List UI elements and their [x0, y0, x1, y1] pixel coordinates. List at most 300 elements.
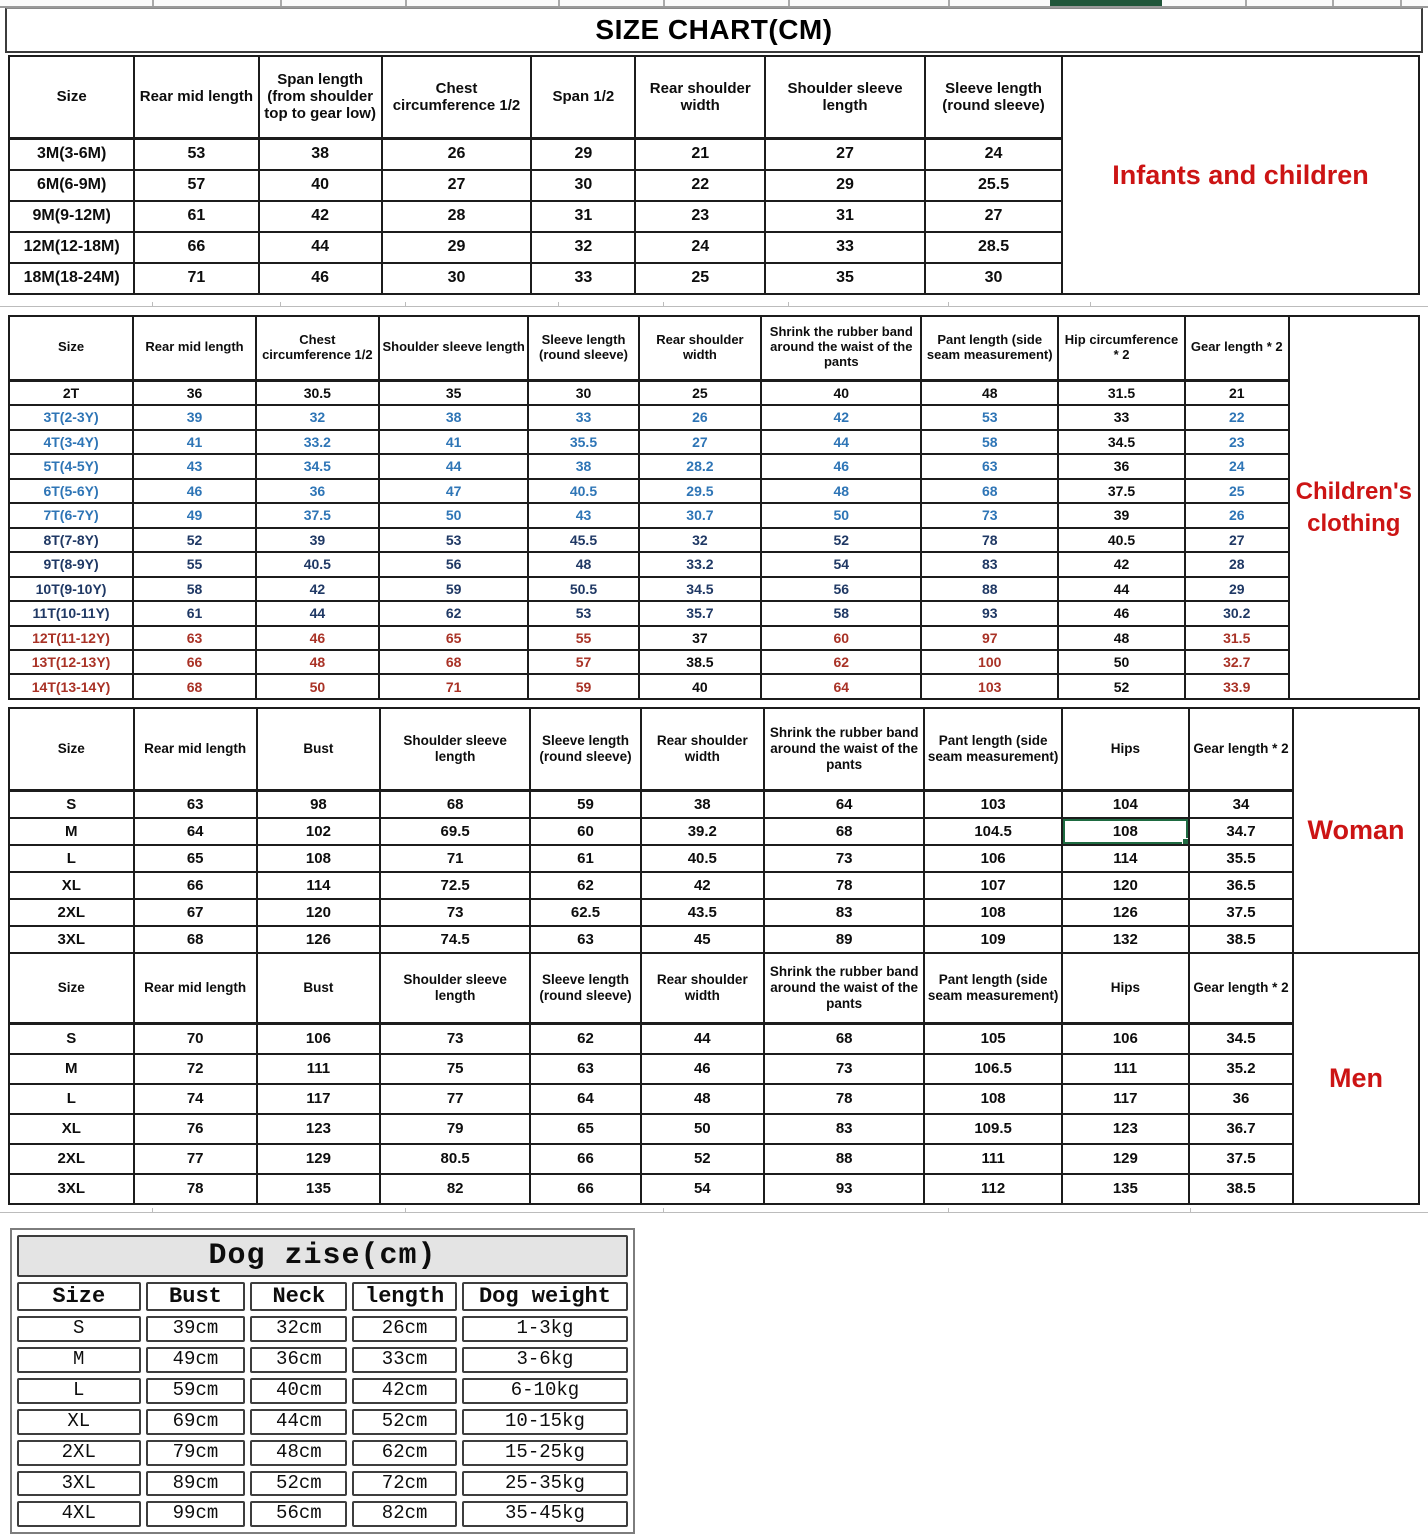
men-label: Men: [1294, 952, 1420, 1205]
col-header: Shoulder sleeve length: [765, 56, 925, 138]
value-cell: 33.2: [639, 552, 762, 576]
value-cell: 36: [133, 380, 256, 405]
value-cell: 117: [257, 1084, 380, 1114]
col-header: Span length (from shoulder top to gear low): [259, 56, 382, 138]
size-cell: 12T(11-12Y): [9, 626, 133, 650]
value-cell: 65: [530, 1114, 640, 1144]
value-cell: 103: [924, 790, 1061, 818]
value-cell: 32cm: [250, 1316, 347, 1342]
value-cell: 98: [257, 790, 380, 818]
value-cell: 52cm: [352, 1409, 457, 1435]
value-cell: 77: [380, 1084, 530, 1114]
value-cell: 34.7: [1189, 818, 1293, 845]
value-cell: 74: [134, 1084, 257, 1114]
value-cell: 40: [761, 380, 921, 405]
woman-table: [8, 707, 1294, 954]
value-cell: 93: [764, 1174, 925, 1204]
value-cell: 29: [382, 232, 532, 263]
children-label: Children's clothing: [1290, 315, 1420, 700]
value-cell: 22: [635, 170, 765, 201]
col-header: Bust: [146, 1282, 246, 1311]
col-header: Size: [9, 316, 133, 380]
table-row: [17, 1440, 628, 1466]
col-header: Chest circumference 1/2: [256, 316, 379, 380]
value-cell: 25: [1185, 479, 1289, 503]
value-cell: 59cm: [146, 1378, 246, 1404]
value-cell: 33: [528, 405, 638, 429]
value-cell: 53: [134, 138, 258, 170]
value-cell: 43: [133, 454, 256, 478]
value-cell: 68: [921, 479, 1058, 503]
table-row: [9, 626, 1289, 650]
value-cell: 27: [765, 138, 925, 170]
value-cell: 126: [1062, 899, 1189, 926]
value-cell: 117: [1062, 1084, 1189, 1114]
value-cell: 70: [134, 1023, 257, 1054]
value-cell: 100: [921, 650, 1058, 674]
size-cell: 6T(5-6Y): [9, 479, 133, 503]
value-cell: 48: [1058, 626, 1185, 650]
table-row: [9, 577, 1289, 601]
value-cell: 41: [379, 430, 529, 454]
value-cell: 61: [133, 601, 256, 625]
value-cell: 58: [921, 430, 1058, 454]
value-cell: 54: [761, 552, 921, 576]
value-cell: 25: [635, 263, 765, 294]
value-cell: 31.5: [1185, 626, 1289, 650]
value-cell: 34.5: [1058, 430, 1185, 454]
size-cell: L: [17, 1378, 141, 1404]
value-cell: 33: [1058, 405, 1185, 429]
col-header: Rear shoulder width: [639, 316, 762, 380]
value-cell: 52: [761, 528, 921, 552]
value-cell: 42: [641, 872, 764, 899]
table-row: [9, 1054, 1293, 1084]
table-row: [9, 552, 1289, 576]
value-cell: 132: [1062, 926, 1189, 953]
value-cell: 46: [641, 1054, 764, 1084]
spreadsheet-top-edge: [0, 0, 1428, 8]
size-cell: M: [9, 818, 134, 845]
value-cell: 73: [380, 899, 530, 926]
value-cell: 40.5: [641, 845, 764, 872]
table-row: [9, 1174, 1293, 1204]
children-section: [8, 315, 1420, 700]
value-cell: 40: [639, 674, 762, 699]
col-header: Gear length * 2: [1185, 316, 1289, 380]
infants-label: Infants and children: [1063, 55, 1420, 295]
value-cell: 35: [379, 380, 529, 405]
value-cell: 33.9: [1185, 674, 1289, 699]
value-cell: 114: [1062, 845, 1189, 872]
size-cell: 7T(6-7Y): [9, 503, 133, 527]
value-cell: 36: [1189, 1084, 1293, 1114]
table-row: [9, 138, 1062, 170]
value-cell: 78: [134, 1174, 257, 1204]
table-row: [9, 1114, 1293, 1144]
value-cell: 36.5: [1189, 872, 1293, 899]
table-row: [9, 170, 1062, 201]
value-cell: 71: [134, 263, 258, 294]
value-cell: 62: [530, 1023, 640, 1054]
value-cell: 82: [380, 1174, 530, 1204]
value-cell: 56cm: [250, 1501, 347, 1527]
value-cell: 33: [531, 263, 635, 294]
value-cell: 10-15kg: [462, 1409, 628, 1435]
value-cell: 26: [382, 138, 532, 170]
table-row: [9, 430, 1289, 454]
col-header: Sleeve length (round sleeve): [925, 56, 1062, 138]
value-cell: 52: [133, 528, 256, 552]
value-cell: 66: [530, 1174, 640, 1204]
value-cell: 36: [1058, 454, 1185, 478]
value-cell: 88: [921, 577, 1058, 601]
value-cell: 83: [764, 1114, 925, 1144]
value-cell: 42: [761, 405, 921, 429]
value-cell: 32: [256, 405, 379, 429]
value-cell: 72cm: [352, 1471, 457, 1497]
table-row: [9, 790, 1293, 818]
value-cell: 25-35kg: [462, 1471, 628, 1497]
value-cell: 30.7: [639, 503, 762, 527]
chart-title-bar: [5, 8, 1423, 53]
col-header: Rear mid length: [134, 708, 257, 790]
value-cell: 52: [641, 1144, 764, 1174]
selected-cell[interactable]: 108: [1062, 818, 1189, 845]
value-cell: 99cm: [146, 1501, 246, 1527]
value-cell: 107: [924, 872, 1061, 899]
value-cell: 26: [1185, 503, 1289, 527]
value-cell: 68: [379, 650, 529, 674]
value-cell: 62.5: [530, 899, 640, 926]
value-cell: 27: [925, 201, 1062, 232]
value-cell: 1-3kg: [462, 1316, 628, 1342]
col-header: Sleeve length (round sleeve): [530, 953, 640, 1023]
value-cell: 66: [134, 872, 257, 899]
size-cell: XL: [9, 1114, 134, 1144]
value-cell: 39: [256, 528, 379, 552]
value-cell: 106: [1062, 1023, 1189, 1054]
value-cell: 50: [256, 674, 379, 699]
value-cell: 58: [133, 577, 256, 601]
value-cell: 111: [924, 1144, 1061, 1174]
value-cell: 58: [761, 601, 921, 625]
gridline-remnant: [0, 1212, 1428, 1213]
value-cell: 46: [133, 479, 256, 503]
value-cell: 68: [764, 818, 925, 845]
value-cell: 68: [134, 926, 257, 953]
col-header: Sleeve length (round sleeve): [528, 316, 638, 380]
value-cell: 40.5: [528, 479, 638, 503]
children-table: [8, 315, 1290, 700]
value-cell: 48: [256, 650, 379, 674]
col-header: Span 1/2: [531, 56, 635, 138]
value-cell: 65: [379, 626, 529, 650]
col-header: Sleeve length (round sleeve): [530, 708, 640, 790]
value-cell: 80.5: [380, 1144, 530, 1174]
infants-table: [8, 55, 1063, 295]
value-cell: 34.5: [1189, 1023, 1293, 1054]
col-header: Size: [9, 708, 134, 790]
col-header: Rear mid length: [133, 316, 256, 380]
value-cell: 30: [531, 170, 635, 201]
value-cell: 37.5: [1058, 479, 1185, 503]
value-cell: 31.5: [1058, 380, 1185, 405]
table-row: [9, 1084, 1293, 1114]
value-cell: 21: [1185, 380, 1289, 405]
value-cell: 40.5: [1058, 528, 1185, 552]
value-cell: 135: [1062, 1174, 1189, 1204]
value-cell: 37.5: [1189, 1144, 1293, 1174]
size-cell: 2XL: [9, 1144, 134, 1174]
value-cell: 35.7: [639, 601, 762, 625]
value-cell: 123: [1062, 1114, 1189, 1144]
value-cell: 30.2: [1185, 601, 1289, 625]
value-cell: 31: [531, 201, 635, 232]
value-cell: 42: [256, 577, 379, 601]
value-cell: 68: [380, 790, 530, 818]
value-cell: 71: [380, 845, 530, 872]
value-cell: 63: [530, 1054, 640, 1084]
size-cell: M: [9, 1054, 134, 1084]
value-cell: 76: [134, 1114, 257, 1144]
value-cell: 103: [921, 674, 1058, 699]
value-cell: 61: [530, 845, 640, 872]
value-cell: 44: [256, 601, 379, 625]
value-cell: 24: [635, 232, 765, 263]
value-cell: 23: [635, 201, 765, 232]
value-cell: 114: [257, 872, 380, 899]
value-cell: 83: [764, 899, 925, 926]
size-cell: XL: [9, 872, 134, 899]
value-cell: 63: [921, 454, 1058, 478]
col-header: Shoulder sleeve length: [380, 953, 530, 1023]
value-cell: 45: [641, 926, 764, 953]
table-row: [9, 872, 1293, 899]
value-cell: 38.5: [1189, 1174, 1293, 1204]
size-cell: 3XL: [9, 926, 134, 953]
value-cell: 36cm: [250, 1347, 347, 1373]
value-cell: 56: [379, 552, 529, 576]
col-header: Size: [9, 56, 134, 138]
value-cell: 66: [134, 232, 258, 263]
col-header: Rear shoulder width: [641, 708, 764, 790]
col-header: Shoulder sleeve length: [379, 316, 529, 380]
value-cell: 64: [761, 674, 921, 699]
value-cell: 82cm: [352, 1501, 457, 1527]
value-cell: 109.5: [924, 1114, 1061, 1144]
value-cell: 129: [257, 1144, 380, 1174]
size-cell: 12M(12-18M): [9, 232, 134, 263]
value-cell: 52: [1058, 674, 1185, 699]
value-cell: 23: [1185, 430, 1289, 454]
value-cell: 59: [530, 790, 640, 818]
value-cell: 71: [379, 674, 529, 699]
value-cell: 27: [1185, 528, 1289, 552]
table-row: [9, 601, 1289, 625]
col-header: Shoulder sleeve length: [380, 708, 530, 790]
value-cell: 39cm: [146, 1316, 246, 1342]
size-cell: S: [9, 790, 134, 818]
size-cell: 13T(12-13Y): [9, 650, 133, 674]
col-header: Rear shoulder width: [641, 953, 764, 1023]
table-row: [9, 845, 1293, 872]
value-cell: 31: [765, 201, 925, 232]
table-row: [9, 528, 1289, 552]
value-cell: 62: [761, 650, 921, 674]
selection-handle[interactable]: [1182, 838, 1189, 845]
size-cell: 3T(2-3Y): [9, 405, 133, 429]
value-cell: 48: [528, 552, 638, 576]
size-cell: S: [17, 1316, 141, 1342]
value-cell: 72.5: [380, 872, 530, 899]
value-cell: 3-6kg: [462, 1347, 628, 1373]
value-cell: 72: [134, 1054, 257, 1084]
col-header: Size: [17, 1282, 141, 1311]
value-cell: 89cm: [146, 1471, 246, 1497]
value-cell: 33cm: [352, 1347, 457, 1373]
value-cell: 63: [134, 790, 257, 818]
table-row: [17, 1501, 628, 1527]
value-cell: 88: [764, 1144, 925, 1174]
value-cell: 78: [764, 1084, 925, 1114]
value-cell: 34.5: [256, 454, 379, 478]
value-cell: 120: [1062, 872, 1189, 899]
table-row: [9, 503, 1289, 527]
col-header: Rear shoulder width: [635, 56, 765, 138]
men-section: [8, 952, 1420, 1205]
value-cell: 62: [530, 872, 640, 899]
value-cell: 39: [1058, 503, 1185, 527]
value-cell: 27: [639, 430, 762, 454]
size-cell: 2T: [9, 380, 133, 405]
value-cell: 25: [639, 380, 762, 405]
value-cell: 28.2: [639, 454, 762, 478]
value-cell: 38: [259, 138, 382, 170]
value-cell: 48: [641, 1084, 764, 1114]
value-cell: 38: [641, 790, 764, 818]
value-cell: 120: [257, 899, 380, 926]
value-cell: 50.5: [528, 577, 638, 601]
table-row: [17, 1347, 628, 1373]
table-row: [9, 405, 1289, 429]
value-cell: 42: [1058, 552, 1185, 576]
value-cell: 49: [133, 503, 256, 527]
value-cell: 78: [764, 872, 925, 899]
value-cell: 106: [257, 1023, 380, 1054]
table-row: [9, 201, 1062, 232]
col-header: Hips: [1062, 708, 1189, 790]
value-cell: 68: [133, 674, 256, 699]
value-cell: 64: [530, 1084, 640, 1114]
value-cell: 36.7: [1189, 1114, 1293, 1144]
size-cell: 18M(18-24M): [9, 263, 134, 294]
value-cell: 35-45kg: [462, 1501, 628, 1527]
value-cell: 111: [1062, 1054, 1189, 1084]
value-cell: 104: [1062, 790, 1189, 818]
woman-section: [8, 707, 1420, 954]
col-header: Gear length * 2: [1189, 708, 1293, 790]
value-cell: 62cm: [352, 1440, 457, 1466]
table-row: [9, 1023, 1293, 1054]
value-cell: 34.5: [639, 577, 762, 601]
value-cell: 54: [641, 1174, 764, 1204]
value-cell: 46: [761, 454, 921, 478]
value-cell: 29: [531, 138, 635, 170]
table-row: [17, 1471, 628, 1497]
size-cell: 2XL: [17, 1440, 141, 1466]
value-cell: 38.5: [1189, 926, 1293, 953]
value-cell: 30: [382, 263, 532, 294]
col-header: Hips: [1062, 953, 1189, 1023]
col-header: Pant length (side seam measurement): [924, 708, 1061, 790]
size-cell: 14T(13-14Y): [9, 674, 133, 699]
value-cell: 33.2: [256, 430, 379, 454]
col-header: Chest circumference 1/2: [382, 56, 532, 138]
value-cell: 26: [639, 405, 762, 429]
value-cell: 57: [528, 650, 638, 674]
value-cell: 40cm: [250, 1378, 347, 1404]
value-cell: 37.5: [256, 503, 379, 527]
value-cell: 49cm: [146, 1347, 246, 1373]
value-cell: 53: [921, 405, 1058, 429]
value-cell: 48: [921, 380, 1058, 405]
woman-label: Woman: [1294, 707, 1420, 954]
value-cell: 30: [925, 263, 1062, 294]
value-cell: 56: [761, 577, 921, 601]
value-cell: 123: [257, 1114, 380, 1144]
size-cell: 5T(4-5Y): [9, 454, 133, 478]
value-cell: 108: [924, 899, 1061, 926]
size-cell: 6M(6-9M): [9, 170, 134, 201]
value-cell: 79: [380, 1114, 530, 1144]
value-cell: 35.2: [1189, 1054, 1293, 1084]
value-cell: 44cm: [250, 1409, 347, 1435]
value-cell: 53: [528, 601, 638, 625]
value-cell: 55: [528, 626, 638, 650]
infants-section: [8, 55, 1420, 295]
value-cell: 65: [134, 845, 257, 872]
table-row: [9, 650, 1289, 674]
value-cell: 106.5: [924, 1054, 1061, 1084]
value-cell: 40.5: [256, 552, 379, 576]
value-cell: 97: [921, 626, 1058, 650]
value-cell: 48: [761, 479, 921, 503]
size-cell: 4XL: [17, 1501, 141, 1527]
gridline-remnant: [0, 306, 1428, 307]
value-cell: 42cm: [352, 1378, 457, 1404]
value-cell: 50: [761, 503, 921, 527]
value-cell: 126: [257, 926, 380, 953]
value-cell: 105: [924, 1023, 1061, 1054]
value-cell: 26cm: [352, 1316, 457, 1342]
dog-table-title: Dog zise(cm): [17, 1235, 628, 1277]
value-cell: 44: [1058, 577, 1185, 601]
value-cell: 73: [764, 845, 925, 872]
value-cell: 104.5: [924, 818, 1061, 845]
value-cell: 50: [1058, 650, 1185, 674]
value-cell: 63: [530, 926, 640, 953]
value-cell: 61: [134, 201, 258, 232]
col-header: Shrink the rubber band around the waist of the pants: [764, 953, 925, 1023]
size-cell: 3M(3-6M): [9, 138, 134, 170]
size-cell: 11T(10-11Y): [9, 601, 133, 625]
value-cell: 39: [133, 405, 256, 429]
page-title: SIZE CHART(CM): [595, 14, 833, 45]
table-row: [17, 1378, 628, 1404]
table-row: [9, 479, 1289, 503]
col-header: Dog weight: [462, 1282, 628, 1311]
